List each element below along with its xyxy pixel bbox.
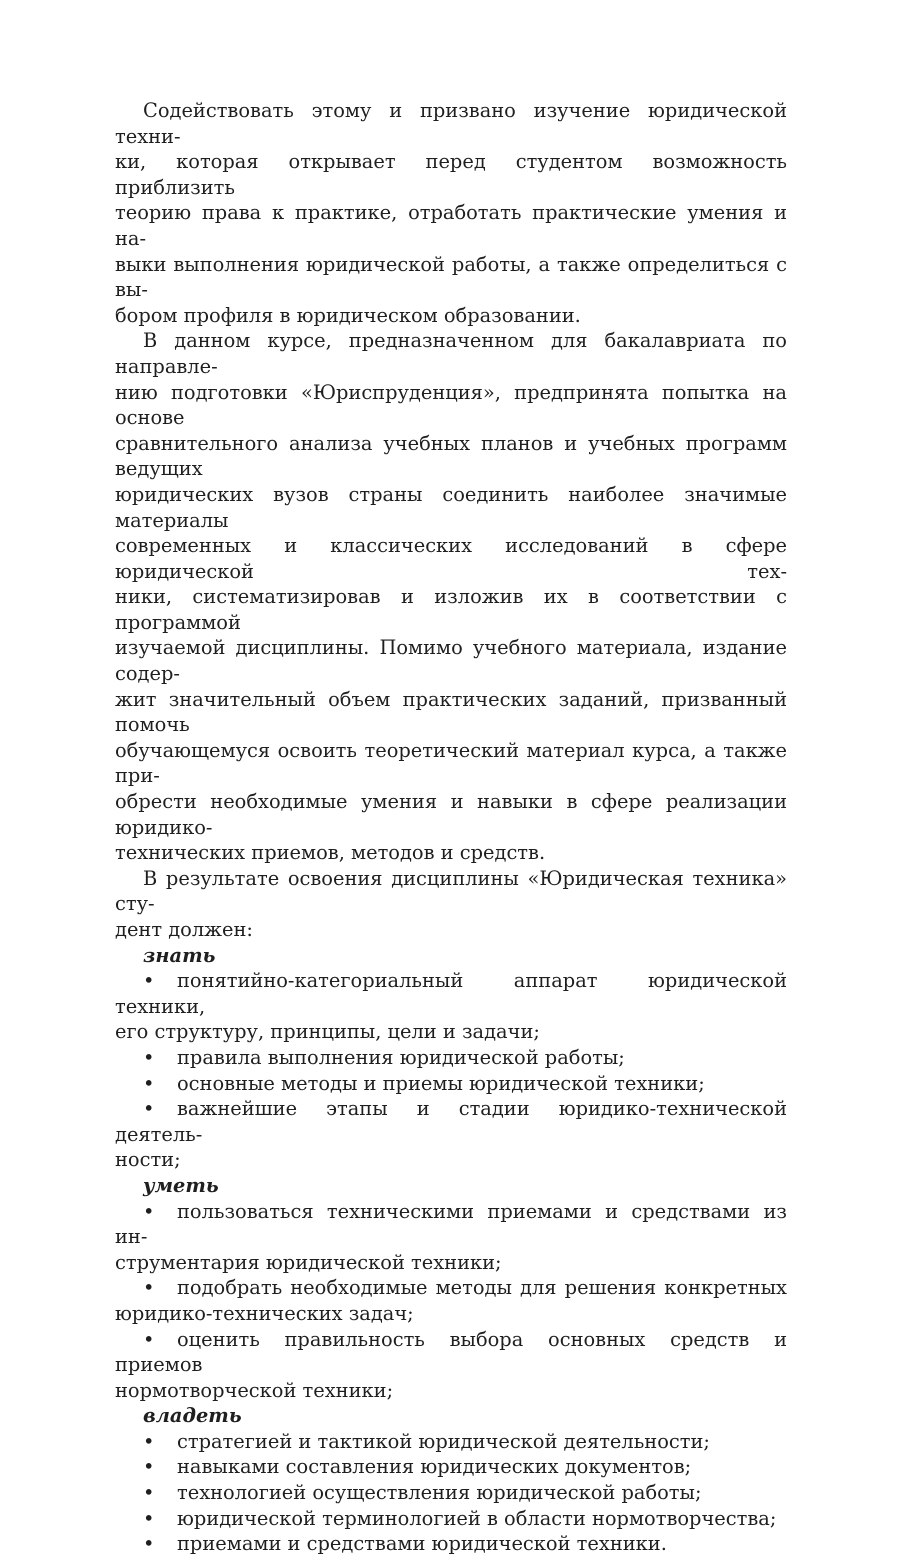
bullet-icon: •	[143, 1532, 155, 1556]
list-item	[115, 1429, 787, 1455]
list-item	[115, 1045, 787, 1071]
list-item	[115, 1199, 787, 1276]
section-heading-master: владеть	[143, 1404, 242, 1428]
text-line: нию подготовки «Юриспруденция», предпринята попытка на основе	[115, 380, 787, 430]
text-line: Содействовать этому и призвано изучение юридической техни-	[115, 99, 787, 148]
text-line: дент должен:	[115, 918, 253, 941]
list-item-text: нормотворческой техники;	[115, 1378, 394, 1402]
bullet-icon: •	[143, 1481, 155, 1505]
list-item-text: навыками составления юридических документов;	[177, 1455, 692, 1479]
list-item-text: основные методы и приемы юридической техники;	[177, 1071, 705, 1095]
list-item-text: его структуру, принципы, цели и задачи;	[115, 1020, 540, 1044]
list-item	[115, 1275, 787, 1326]
list-item-text: правила выполнения юридической работы;	[177, 1045, 625, 1069]
bullet-icon: •	[143, 1045, 155, 1069]
text-line: современных и классических исследований в сфере юридической тех-	[115, 534, 787, 583]
bullet-icon: •	[143, 969, 155, 993]
section-heading-can: уметь	[143, 1173, 219, 1197]
list-item	[115, 1531, 787, 1557]
list-item-text: пользоваться техническими приемами и средствами из ин-	[115, 1199, 787, 1249]
text-line: технических приемов, методов и средств.	[115, 841, 546, 865]
bullet-icon: •	[143, 1097, 155, 1121]
document-page	[115, 98, 787, 1557]
bullet-icon: •	[143, 1199, 155, 1223]
list-item	[115, 1327, 787, 1404]
list-item	[115, 1506, 787, 1532]
list-item	[115, 968, 787, 1045]
list-item	[115, 1480, 787, 1506]
list-item	[115, 1454, 787, 1480]
paragraph-intro	[115, 98, 787, 328]
text-line: ники, систематизировав и изложив их в соответствии с программой	[115, 585, 787, 634]
text-line: обрести необходимые умения и навыки в сфере реализации юридико-	[115, 790, 787, 839]
bullet-icon: •	[143, 1071, 155, 1095]
text-line: бором профиля в юридическом образовании.	[115, 303, 581, 327]
text-line: изучаемой дисциплины. Помимо учебного материала, издание содер-	[115, 636, 787, 686]
bullet-icon: •	[143, 1455, 155, 1479]
paragraph-course-description	[115, 328, 787, 865]
list-item	[115, 1071, 787, 1097]
section-heading-know: знать	[143, 943, 216, 967]
text-line: выки выполнения юридической работы, а также определиться с вы-	[115, 252, 787, 302]
bullet-icon: •	[143, 1506, 155, 1530]
list-item-text: стратегией и тактикой юридической деятельности;	[177, 1429, 710, 1453]
list-item-text: технологией осуществления юридической работы;	[177, 1481, 702, 1505]
bullet-icon: •	[143, 1276, 155, 1300]
list-item-text: ности;	[115, 1148, 181, 1172]
list-item-text: понятийно-категориальный аппарат юридической техники,	[115, 969, 787, 1018]
text-line: ки, которая открывает перед студентом возможность приблизить	[115, 150, 787, 199]
list-item-text: важнейшие этапы и стадии юридико-технической деятель-	[115, 1097, 787, 1146]
list-item-text: приемами и средствами юридической техники.	[177, 1532, 667, 1556]
list-item-text: оценить правильность выбора основных средств и приемов	[115, 1327, 787, 1377]
text-line: сравнительного анализа учебных планов и учебных программ ведущих	[115, 431, 787, 481]
text-line: юридических вузов страны соединить наиболее значимые материалы	[115, 482, 787, 532]
list-item-text: юридической терминологией в области нормотворчества;	[177, 1506, 777, 1530]
text-line: В результате освоения дисциплины «Юридическая техника» сту-	[115, 866, 787, 916]
text-line: теорию права к практике, отработать практические умения и на-	[115, 201, 787, 250]
bullet-icon: •	[143, 1429, 155, 1453]
list-item-text: юридико-технических задач;	[115, 1301, 414, 1325]
list-item	[115, 1096, 787, 1173]
bullet-icon: •	[143, 1327, 155, 1351]
list-item-text: струментария юридической техники;	[115, 1250, 502, 1274]
list-item-text: подобрать необходимые методы для решения конкретных	[177, 1276, 787, 1300]
paragraph-outcomes-intro	[115, 866, 787, 943]
text-line: обучающемуся освоить теоретический материал курса, а также при-	[115, 738, 787, 788]
text-line: жит значительный объем практических заданий, призванный помочь	[115, 687, 787, 737]
text-line: В данном курсе, предназначенном для бакалавриата по направле-	[115, 329, 787, 378]
